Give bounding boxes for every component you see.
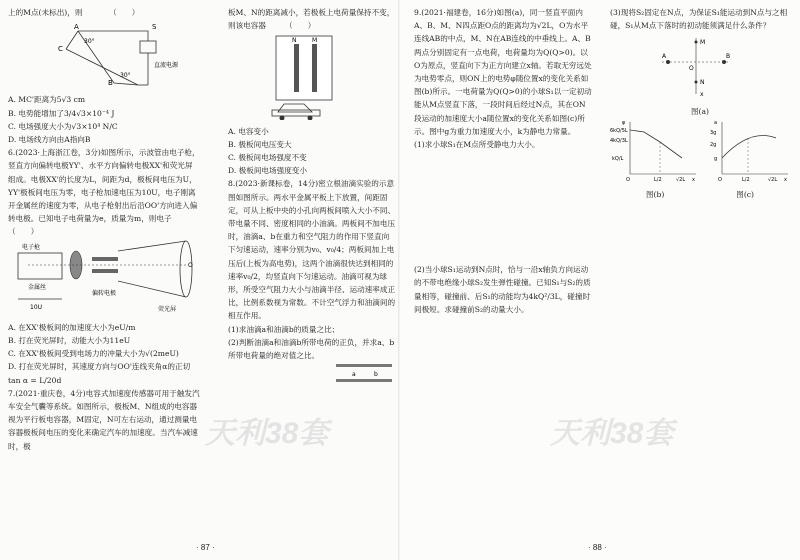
q6-option-b: B. 打在荧光屏时，动能大小为11eU (8, 336, 131, 346)
q5-option-d: D. 电场线方向由A指向B (8, 135, 91, 145)
fig1-label-b: B (108, 79, 113, 88)
q7-option-a: A. 电容变小 (228, 126, 269, 136)
figa-o-label: O (689, 65, 694, 73)
q9-part-2: (2)当小球S₁运动到N点时，恰与一沿x轴负方向运动的不带电绝缘小球S₂发生弹性碰撞。已知S₁与S₂的质量相等，碰撞前、后S₁的动能均为4kQ²/3L，碰撞时间极短。求碰撞前S₂的动量大小。 (414, 265, 591, 314)
q6-option-a: A. 在XX'极板间的加速度大小为eU/m (8, 322, 136, 332)
fig2-screen-label: 荧光屏 (158, 305, 177, 313)
fig3-n-label: N (292, 37, 297, 45)
q7-option-d: D. 极板间电场强度变小 (228, 166, 307, 176)
q6-text: 6.(2023·上海浙江卷，3分)如图所示，示波管由电子枪，竖直方向偏转电极YY'、水平方向偏转电极XX'和荧光屏组成。电极XX'的长度为L，间距为d，极板间电压为U，YY'极板间电压为零，电子枪加速电压为10U，电子刚离开金属丝的速度为零，从电子枪射出后沿OO'方向进入偏转电极。已知电子电荷量为e，质量为m，则电子 （ ） (8, 148, 200, 237)
figa-m-label: M (700, 39, 706, 47)
figc-x2: √2L (768, 176, 778, 183)
figc-x1: L/2 (742, 176, 750, 183)
figb-o: O (626, 176, 630, 183)
figures-b-c (610, 118, 790, 184)
q7-text: 7.(2021·重庆卷，4分)电容式加速度传感器可用于触发汽车安全气囊等系统。如图所示，极板M、N组成的电容器视为平行板电容器，M固定，N可左右运动，通过测量电容器极板间电压的变化来确定汽车的加速度。当汽车减速时，极 (8, 388, 200, 451)
fig4-a-label: a (352, 371, 356, 379)
left-watermark: 天利38套 (205, 417, 329, 450)
figb-y4: kQ/L (612, 155, 624, 162)
figb-x2: √2L (676, 176, 686, 183)
fig1-source-label: 直流电源 (154, 62, 179, 70)
figa-b-label: B (726, 53, 731, 61)
q8-part-2: (2)判断油滴a和油滴b所带电荷的正负，并求a、b所带电荷量的绝对值之比。 (228, 337, 395, 361)
fig1-label-c: C (58, 45, 63, 54)
figc-a: a (714, 119, 718, 126)
right-column-1 (414, 6, 592, 316)
q7-option-b: B. 极板间电压变大 (228, 139, 292, 149)
figa-x-label: x (700, 91, 704, 99)
q6-option-d: D. 打在荧光屏时，其速度方向与OO'连线夹角α的正切 tan α = L/20d (8, 362, 191, 385)
q5-intro: 上的M点(未标出)，则 （ ） (8, 8, 140, 17)
figc-x: x (784, 176, 787, 183)
oscilloscope-figure (8, 239, 200, 317)
figc-y3: 2g (710, 141, 717, 148)
fig1-label-a: A (74, 23, 79, 32)
figb-x1: L/2 (654, 176, 662, 183)
q7-continued: 板M、N的距离减小，若极板上电荷量保持不变，则该电容器 （ ） (228, 8, 395, 31)
electric-field-figure (8, 19, 200, 89)
capacitor-car-figure (228, 32, 396, 120)
right-page-number: · 88 · (588, 543, 607, 552)
q5-option-a: A. MC'距离为5√3 cm (8, 95, 86, 105)
figc-o: O (718, 176, 722, 183)
fig4-b-label: b (374, 371, 378, 379)
figb-y3: 4kQ/3L (610, 137, 628, 144)
q7-option-c: C. 极板间电场强度不变 (228, 153, 307, 163)
figa-a-label: A (662, 53, 667, 61)
fig1-angle-1: 30° (84, 38, 95, 46)
fig1-label-s: S (152, 23, 157, 32)
right-column-2 (610, 6, 790, 201)
figb-x: x (692, 176, 695, 183)
q8-text: 8.(2023·新课标卷，14分)密立根油滴实验的示意图如图所示。两水平金属平板上下放置，间距固定，可从上板中央的小孔向两板间喷入大小不同、带电量不同、密度相同的小油滴。两板间不加电压时，油滴a、b在重力和空气阻力的作用下竖直向下匀速运动，速率分别为v₀、v₀/4；两板间加上电压后(上板为高电势)，这两个油滴很快达到相同的速率v₀/2，均竖直向下匀速运动。油滴可视为球形，所受空气阻力大小与油滴半径、运动速率成正比，比例系数视为常数。不计空气浮力和油滴间的相互作用。 (228, 179, 396, 321)
figure-a (610, 32, 790, 100)
figb-y2: 6kQ/5L (610, 127, 628, 134)
figure-c-caption: 图(c) (736, 190, 755, 200)
fig2-plate-label: 偏转电极 (92, 289, 117, 297)
q9-text: 9.(2021·福建卷，16分)如图(a)，同一竖直平面内A、B、M、N四点距O点的距离均为√2L，O为水平连线AB的中点，M、N在AB连线的中垂线上。A、B两点分别固定有一点电荷，电荷量均为Q(Q>0)。以O为原点，竖直向下为正方向建立x轴。若取无穷远处为电势零点，则ON上的电势φ随位置x的变化关系如图(b)所示。一电荷量为Q(Q>0)的小球S₁以一定初动能从M点竖直下落，一段时间后经过N点，其在ON段运动的加速度大小a随位置x的变化关系如图(c)所示。图中g为重力加速度大小，k为静电力常量。 (414, 8, 592, 136)
figa-n-label: N (700, 79, 705, 87)
left-page-number: · 87 · (196, 543, 215, 552)
answer-space-1 (414, 151, 592, 263)
right-page (400, 0, 800, 560)
q5-option-c: C. 电场强度大小为√3×10⁴ N/C (8, 121, 118, 131)
figc-y2: 3g (710, 129, 717, 136)
right-watermark: 天利38套 (550, 417, 674, 450)
fig2-gun-label: 电子枪 (22, 243, 41, 251)
left-column-1 (8, 6, 200, 453)
q9-part-3: (3)现将S₂固定在N点，为保证S₁能运动到N点与之相碰，S₁从M点下落时的初动能须满足什么条件？ (610, 8, 788, 31)
fig2-volt-label: 10U (30, 303, 43, 311)
figc-y4: g (714, 155, 718, 162)
q6-option-c: C. 在XX'极板间受到电场力的冲量大小为√(2meU) (8, 349, 179, 359)
q9-part-1: (1)求小球S₁在M点所受静电力大小。 (414, 140, 540, 150)
q5-option-b: B. 电势能增加了3/4√3×10⁻⁴ J (8, 108, 115, 118)
fig1-angle-2: 30° (120, 72, 131, 80)
fig2-o-label: O (188, 261, 193, 269)
fig2-wire-label: 金属丝 (28, 283, 47, 291)
fig3-m-label: M (312, 37, 318, 45)
left-column-2 (228, 6, 396, 388)
figb-phi: φ (622, 119, 626, 126)
figure-b-caption: 图(b) (645, 190, 665, 200)
q8-part-1: (1)求油滴a和油滴b的质量之比； (228, 324, 340, 334)
millikan-figure (228, 362, 396, 384)
figure-a-caption: 图(a) (690, 106, 710, 116)
